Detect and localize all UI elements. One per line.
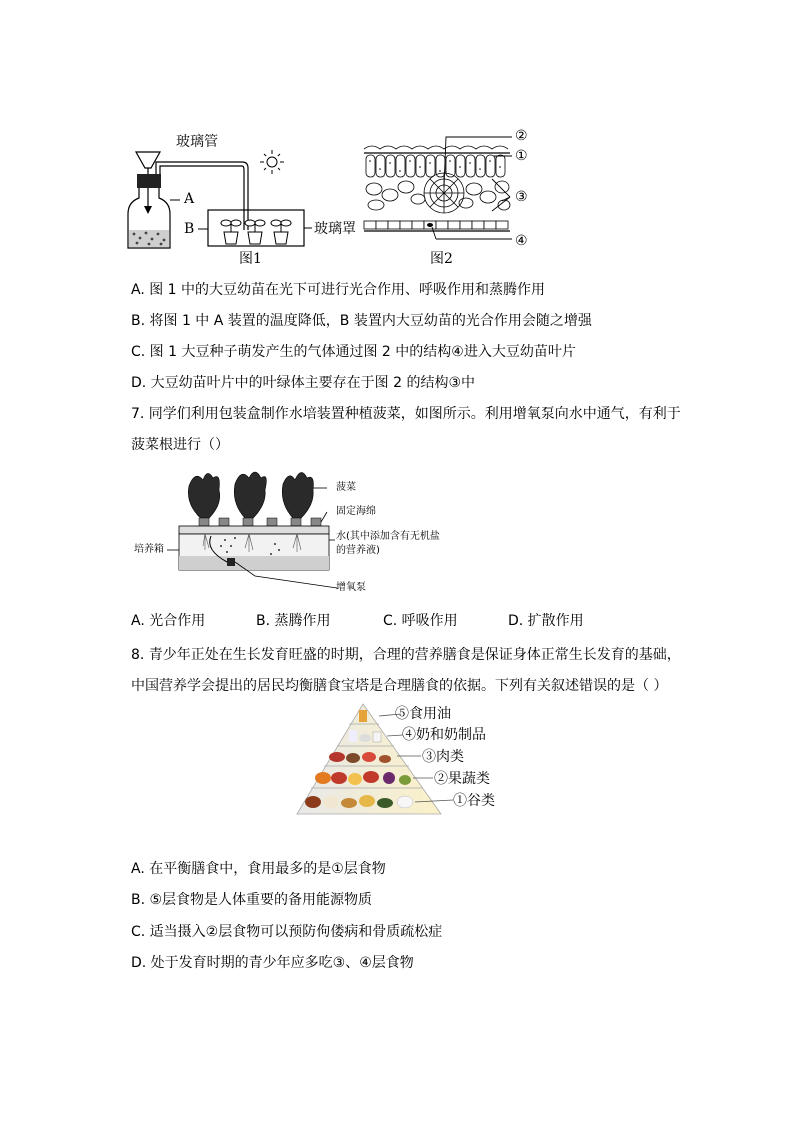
q7-option-c: C. 呼吸作用	[383, 613, 458, 629]
pyramid-label-5: ⑤食用油	[395, 706, 451, 722]
pyramid-label-2: ②果蔬类	[434, 771, 490, 787]
q8-option-d: D. 处于发育时期的青少年应多吃③、④层食物	[131, 955, 414, 971]
label-water-line-2: 的营养液)	[336, 545, 380, 556]
label-water-line-1: 水(其中添加含有无机盐	[336, 531, 440, 542]
figure-2-caption: 图2	[430, 251, 453, 267]
q7-option-a: A. 光合作用	[131, 613, 206, 629]
q6-option-d: D. 大豆幼苗叶片中的叶绿体主要存在于图 2 的结构③中	[131, 375, 476, 391]
label-pump: 增氧泵	[336, 582, 366, 593]
q6-option-b: B. 将图 1 中 A 装置的温度降低，B 装置内大豆幼苗的光合作用会随之增强	[131, 313, 592, 329]
q6-option-c: C. 图 1 大豆种子萌发产生的气体通过图 2 中的结构④进入大豆幼苗叶片	[131, 344, 576, 360]
label-1: ①	[515, 148, 528, 164]
label-3: ③	[515, 189, 528, 205]
q7-option-d: D. 扩散作用	[508, 613, 584, 629]
q8-option-c: C. 适当摄入②层食物可以预防佝偻病和骨质疏松症	[131, 924, 443, 940]
q8-option-b: B. ⑤层食物是人体重要的备用能源物质	[131, 892, 373, 908]
label-a: A	[184, 191, 195, 207]
pyramid-label-4: ④奶和奶制品	[402, 727, 486, 743]
glass-cover-label: 玻璃罩	[314, 221, 356, 237]
pyramid-label-3: ③肉类	[422, 749, 464, 765]
label-4: ④	[515, 233, 528, 249]
label-box: 培养箱	[134, 544, 164, 555]
q7-stem-line-1: 7. 同学们利用包装盒制作水培装置种植菠菜，如图所示。利用增氧泵向水中通气，有利于	[131, 406, 681, 422]
glass-tube-label: 玻璃管	[176, 134, 218, 150]
figure-1-caption: 图1	[239, 251, 262, 267]
q7-stem-line-2: 菠菜根进行（）	[131, 437, 229, 453]
label-spinach: 菠菜	[336, 482, 356, 493]
q7-option-b: B. 蒸腾作用	[256, 613, 331, 629]
hydroponics-drawing	[175, 466, 335, 596]
q8-option-a: A. 在平衡膳食中，食用最多的是①层食物	[131, 861, 386, 877]
label-2: ②	[515, 128, 528, 144]
q8-stem-line-2: 中国营养学会提出的居民均衡膳食宝塔是合理膳食的依据。下列有关叙述错误的是（ ）	[131, 678, 668, 694]
label-b: B	[184, 221, 195, 237]
pyramid-label-1: ①谷类	[453, 793, 495, 809]
q6-option-a: A. 图 1 中的大豆幼苗在光下可进行光合作用、呼吸作用和蒸腾作用	[131, 282, 546, 298]
q8-stem-line-1: 8. 青少年正处在生长发育旺盛的时期，合理的营养膳食是保证身体正常生长发育的基础，	[131, 647, 681, 663]
label-sponge: 固定海绵	[336, 506, 376, 517]
leaf-cross-section-drawing	[362, 135, 522, 245]
